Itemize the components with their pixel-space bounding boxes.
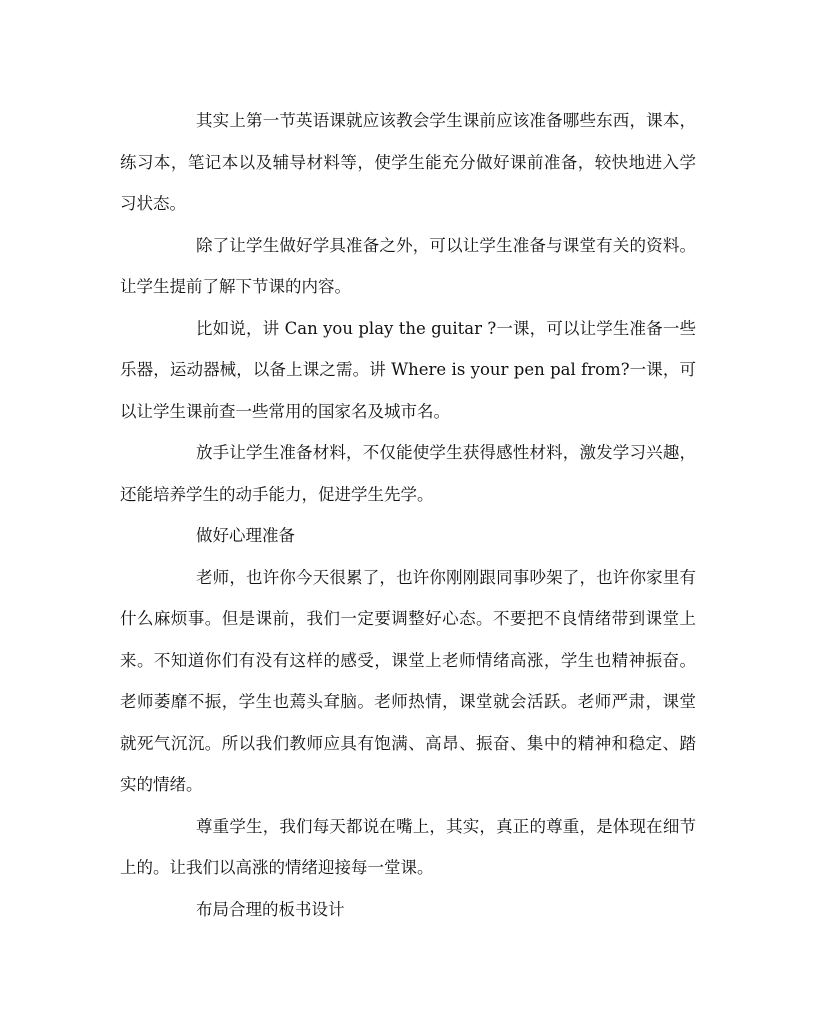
heading-blackboard-design: 布局合理的板书设计: [196, 899, 345, 919]
paragraph-respect-students: 尊重学生，我们每天都说在嘴上，其实，真正的尊重，是体现在细节上的。让我们以高涨的情绪迎接每一堂课。: [120, 816, 696, 877]
paragraph-prepare-materials: 其实上第一节英语课就应该教会学生课前应该准备哪些东西，课本，练习本，笔记本以及辅导材料等，使学生能充分做好课前准备，较快地进入学习状态。: [120, 111, 696, 213]
document-body: [120, 100, 696, 930]
paragraph-examples: 比如说，讲 Can you play the guitar ?一课，可以让学生准备一些乐器，运动器械，以备上课之需。讲 Where is your pen pal from?一课，可以让学生课前查一些常用的国家名及城市名。: [120, 318, 696, 421]
paragraph-hands-on: 放手让学生准备材料，不仅能使学生获得感性材料，激发学习兴趣，还能培养学生的动手能力，促进学生先学。: [120, 443, 696, 504]
heading-mental-preparation: 做好心理准备: [196, 526, 295, 545]
paragraph-teacher-mood: 老师，也许你今天很累了，也许你刚刚跟同事吵架了，也许你家里有什么麻烦事。但是课前，我们一定要调整好心态。不要把不良情绪带到课堂上来。不知道你们有没有这样的感受，课堂上老师情绪高涨，学生也精神振奋。老师萎靡不振，学生也蔫头耷脑。老师热情，课堂就会活跃。老师严肃，课堂就死气沉沉。所以我们教师应具有饱满、高昂、振奋、集中的精神和稳定、踏实的情绪。: [120, 567, 696, 794]
paragraph-related-materials: 除了让学生做好学具准备之外，可以让学生准备与课堂有关的资料。让学生提前了解下节课的内容。: [120, 235, 696, 296]
